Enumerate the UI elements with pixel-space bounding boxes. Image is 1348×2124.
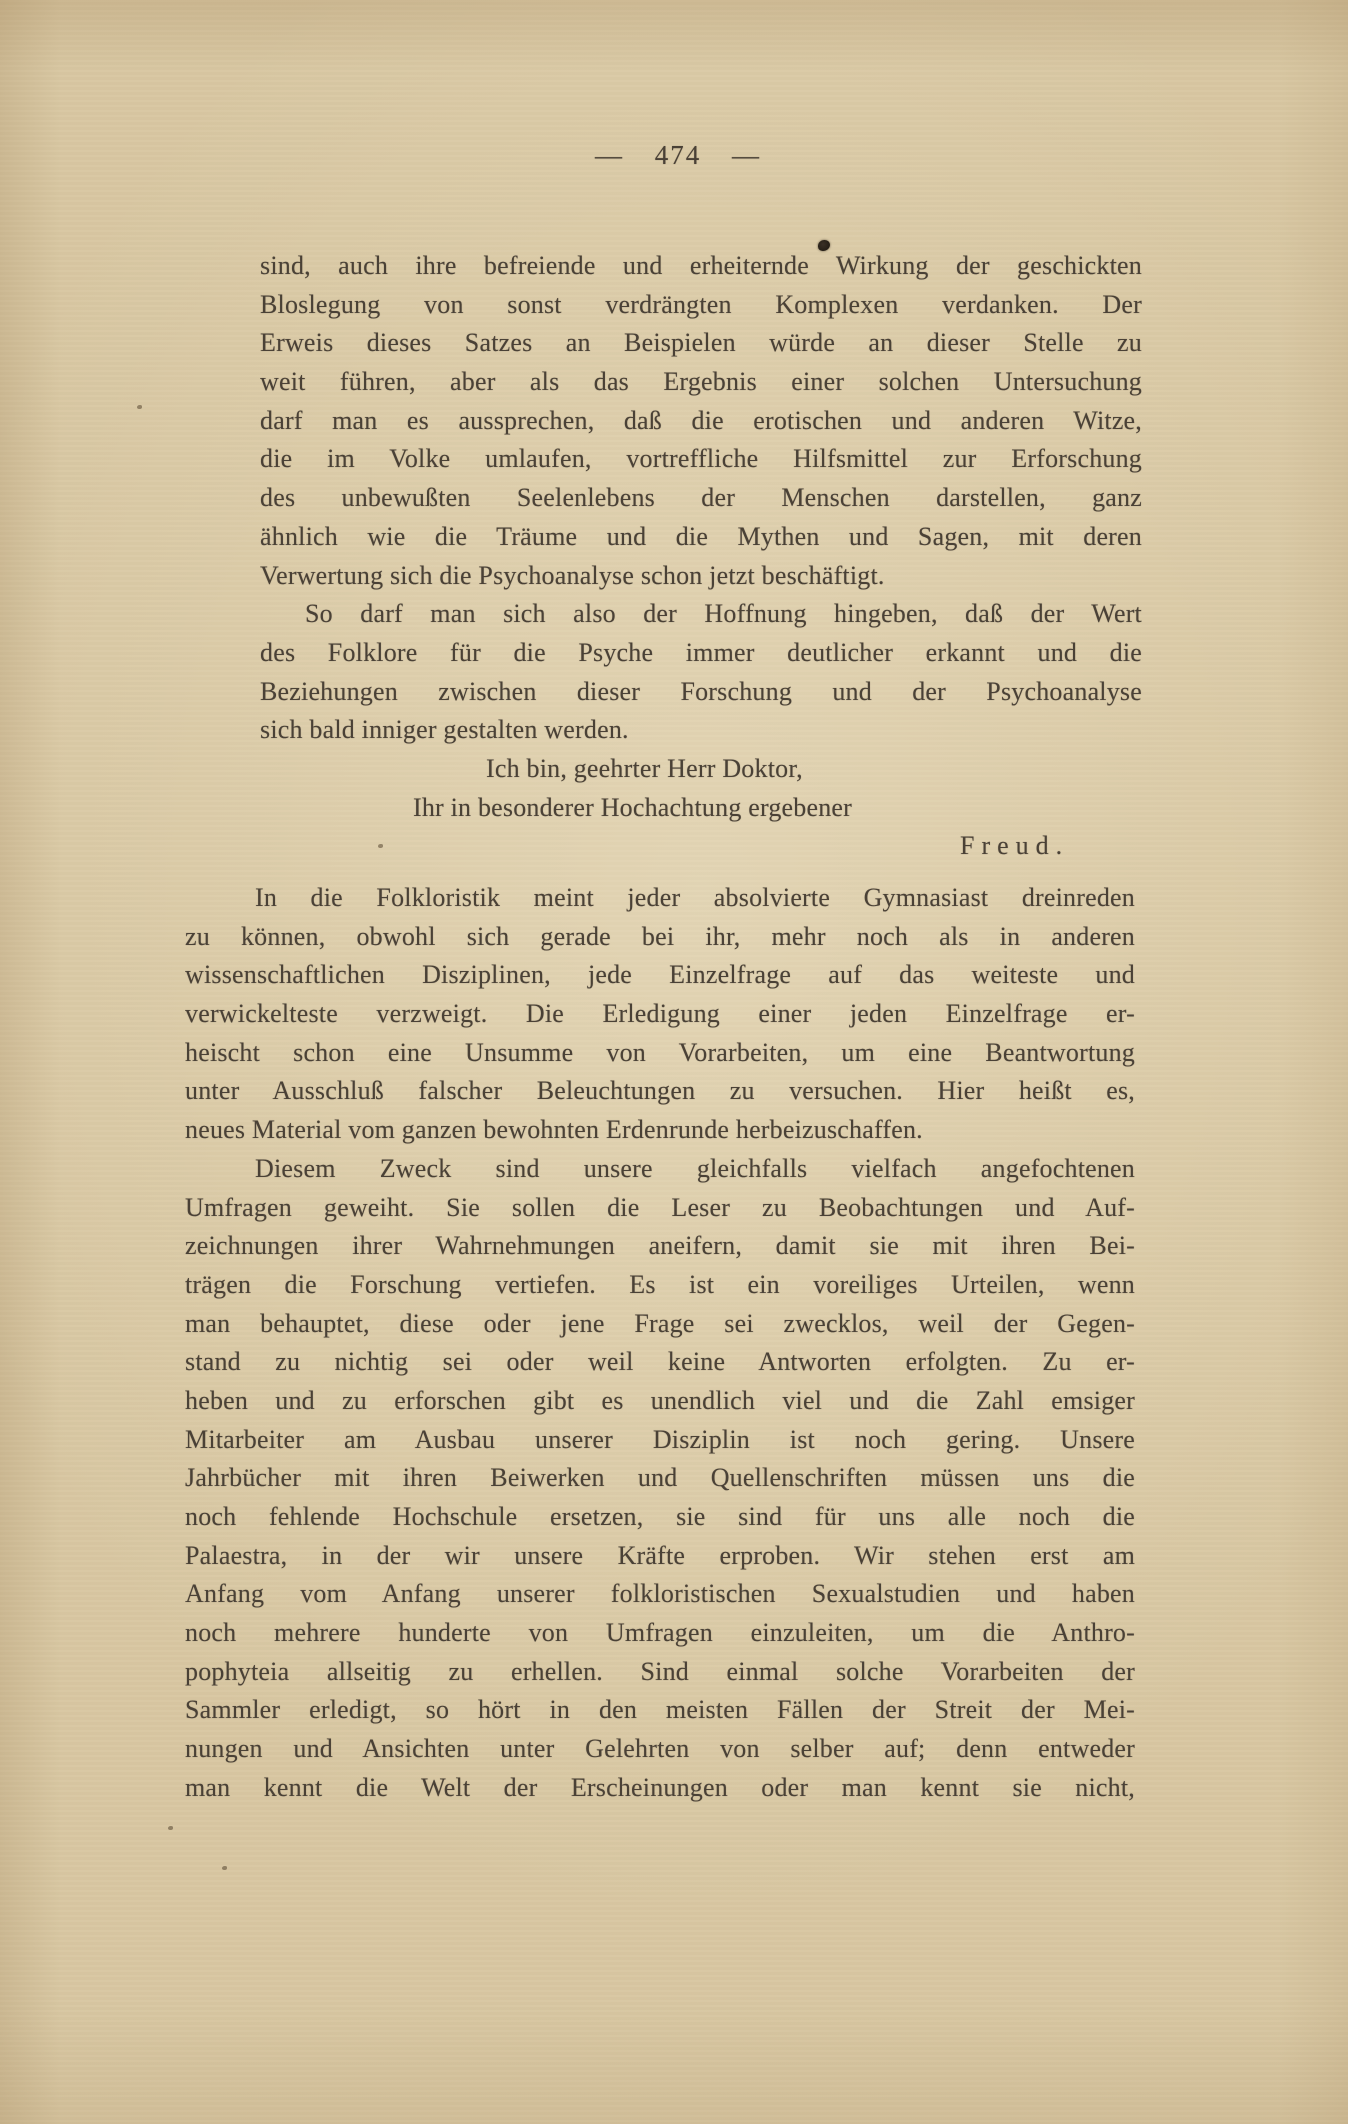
text-line: zeichnungen ihrer Wahrnehmungen aneifern, damit sie mit ihren Bei-: [185, 1231, 1135, 1261]
text-line: Palaestra, in der wir unsere Kräfte erproben. Wir stehen erst am: [185, 1540, 1135, 1570]
text-line: Ihr in besonderer Hochachtung ergebener: [413, 792, 853, 822]
ink-speck: [168, 1826, 173, 1830]
commentary-text-block: [185, 879, 1135, 1808]
ink-speck: [222, 1866, 227, 1870]
text-line: Anfang vom Anfang unserer folkloristischen Sexualstudien und haben: [185, 1579, 1135, 1609]
text-line: stand zu nichtig sei oder weil keine Antworten erfolgten. Zu er-: [185, 1347, 1135, 1377]
text-line: des unbewußten Seelenlebens der Menschen darstellen, ganz: [260, 483, 1142, 513]
text-line: weit führen, aber als das Ergebnis einer solchen Untersuchung: [260, 367, 1142, 397]
text-line: unter Ausschluß falscher Beleuchtungen zu versuchen. Hier heißt es,: [185, 1076, 1135, 1106]
page-number: — 474 —: [595, 140, 761, 170]
text-line: ähnlich wie die Träume und die Mythen und Sagen, mit deren: [260, 521, 1142, 551]
text-line: noch fehlende Hochschule ersetzen, sie sind für uns alle noch die: [185, 1502, 1135, 1531]
ink-speck: [137, 405, 142, 409]
text-line: trägen die Forschung vertiefen. Es ist ein voreiliges Urteilen, wenn: [185, 1269, 1135, 1299]
text-line: Beziehungen zwischen dieser Forschung und der Psychoanalyse: [260, 676, 1142, 706]
text-line: Sammler erledigt, so hört in den meisten Fällen der Streit der Mei-: [185, 1695, 1135, 1725]
text-line: heben und zu erforschen gibt es unendlich viel und die Zahl emsiger: [185, 1385, 1135, 1415]
text-line: noch mehrere hunderte von Umfragen einzuleiten, um die Anthro-: [185, 1618, 1135, 1648]
text-line: Mitarbeiter am Ausbau unserer Disziplin ist noch gering. Unsere: [185, 1424, 1135, 1454]
text-line: sind, auch ihre befreiende und erheiternde Wirkung der geschickten: [260, 251, 1142, 280]
text-line: darf man es aussprechen, daß die erotischen und anderen Witze,: [260, 405, 1142, 435]
text-line: pophyteia allseitig zu erhellen. Sind einmal solche Vorarbeiten der: [185, 1656, 1135, 1686]
text-line: verwickelteste verzweigt. Die Erledigung einer jeden Einzelfrage er-: [185, 999, 1135, 1029]
text-line: man kennt die Welt der Erscheinungen oder man kennt sie nicht,: [185, 1772, 1135, 1802]
text-line: man behauptet, diese oder jene Frage sei zwecklos, weil der Gegen-: [185, 1308, 1135, 1338]
ink-speck: [378, 844, 383, 848]
text-line: Erweis dieses Satzes an Beispielen würde an dieser Stelle zu: [260, 328, 1142, 358]
text-line: Ich bin, geehrter Herr Doktor,: [486, 753, 803, 783]
text-line: So darf man sich also der Hoffnung hingeben, daß der Wert: [305, 599, 1142, 629]
text-line: Umfragen geweiht. Sie sollen die Leser zu Beobachtungen und Auf-: [185, 1192, 1135, 1222]
text-line: Jahrbücher mit ihren Beiwerken und Quellenschriften müssen uns die: [185, 1463, 1135, 1493]
text-line: heischt schon eine Unsumme von Vorarbeiten, um eine Beantwortung: [185, 1037, 1135, 1067]
text-line: Bloslegung von sonst verdrängten Komplexen verdanken. Der: [260, 289, 1142, 319]
text-line: wissenschaftlichen Disziplinen, jede Einzelfrage auf das weiteste und: [185, 960, 1135, 990]
letter-text-block: [260, 247, 1142, 866]
text-line: Freud.: [960, 831, 1070, 861]
text-line: In die Folkloristik meint jeder absolvierte Gymnasiast dreinreden: [255, 883, 1135, 912]
text-line: nungen und Ansichten unter Gelehrten von selber auf; denn entweder: [185, 1734, 1135, 1764]
text-line: des Folklore für die Psyche immer deutlicher erkannt und die: [260, 637, 1142, 667]
text-line: neues Material vom ganzen bewohnten Erdenrunde herbeizuschaffen.: [185, 1115, 923, 1145]
text-line: Diesem Zweck sind unsere gleichfalls vielfach angefochtenen: [255, 1153, 1135, 1183]
text-line: zu können, obwohl sich gerade bei ihr, mehr noch als in anderen: [185, 921, 1135, 951]
text-line: sich bald inniger gestalten werden.: [260, 715, 629, 745]
text-line: die im Volke umlaufen, vortreffliche Hilfsmittel zur Erforschung: [260, 444, 1142, 474]
text-line: Verwertung sich die Psychoanalyse schon jetzt beschäftigt.: [260, 560, 885, 590]
